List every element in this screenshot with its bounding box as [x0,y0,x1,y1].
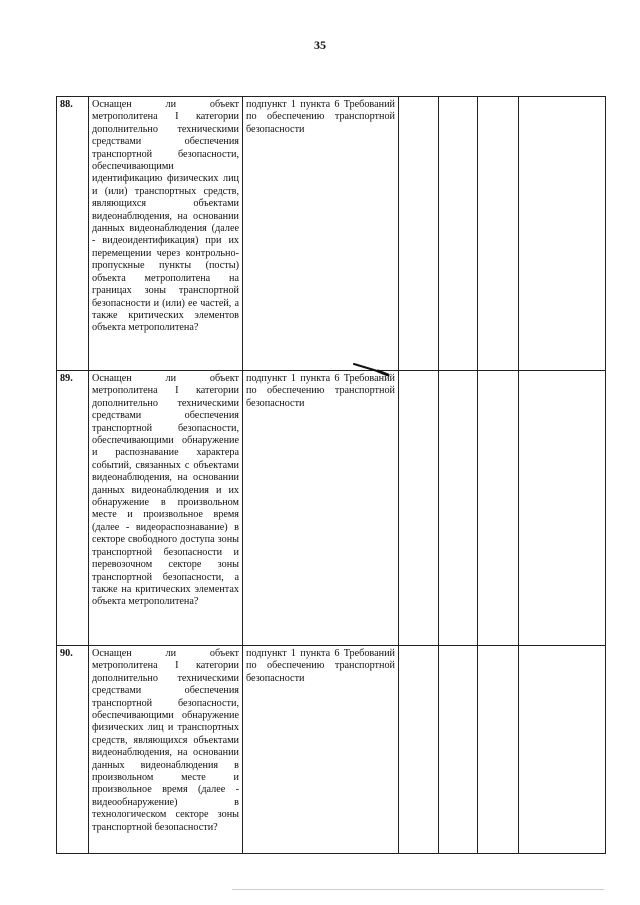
row-number: 88. [57,97,89,371]
question-text: Оснащен ли объект метрополитена I категории дополнительно техническими средствами обеспечения транспортной безопасности, обеспечивающими идентификацию физических лиц и (или) транспортных средств, являющихся объектами видеонаблюдения, на основании данных видеонаблюдения (далее - видеоидентификация) при их перемещении через контрольно-пропускные пункты (посты) объекта метрополитена на границах зоны транспортной безопасности и (или) ее частей, а также критических элементов объекта метрополитена? [89,97,243,371]
answer-cell-no [439,646,478,854]
answer-cell-yes [399,97,439,371]
table-row [57,371,606,646]
table-row [57,97,606,371]
answer-cell-na [478,646,519,854]
page-number: 35 [314,38,326,52]
answer-cell-no [439,371,478,646]
requirement-reference: подпункт 1 пункта 6 Требований по обеспечению транспортной безопасности [243,97,399,371]
question-text: Оснащен ли объект метрополитена I категории дополнительно техническими средствами обеспечения транспортной безопасности, обеспечивающими обнаружение физических лиц и транспортных средств, являющихся объектами видеонаблюдения, на основании данных видеонаблюдения в произвольном месте и произвольное время (далее - видеообнаружение) в технологическом секторе зоны транспортной безопасности? [89,646,243,854]
scan-edge-line [232,889,604,890]
answer-cell-na [478,97,519,371]
checklist-table [56,96,606,854]
question-text: Оснащен ли объект метрополитена I категории дополнительно техническими средствами обеспечения транспортной безопасности, обеспечивающими обнаружение и распознавание характера событий, связанных с объектами видеонаблюдения, на основании данных видеонаблюдения и их обнаружение в произвольном месте и произвольное время (далее - видеораспознавание) в секторе свободного доступа зоны транспортной безопасности и перевозочном секторе зоны транспортной безопасности, а также на критических элементах объекта метрополитена? [89,371,243,646]
notes-cell [519,646,606,854]
pen-mark-icon [352,360,392,376]
requirement-reference: подпункт 1 пункта 6 Требований по обеспечению транспортной безопасности [243,646,399,854]
row-number: 90. [57,646,89,854]
notes-cell [519,371,606,646]
answer-cell-yes [399,371,439,646]
table-row [57,646,606,854]
notes-cell [519,97,606,371]
answer-cell-no [439,97,478,371]
requirement-reference: подпункт 1 пункта 6 Требований по обеспечению транспортной безопасности [243,371,399,646]
row-number: 89. [57,371,89,646]
answer-cell-yes [399,646,439,854]
answer-cell-na [478,371,519,646]
